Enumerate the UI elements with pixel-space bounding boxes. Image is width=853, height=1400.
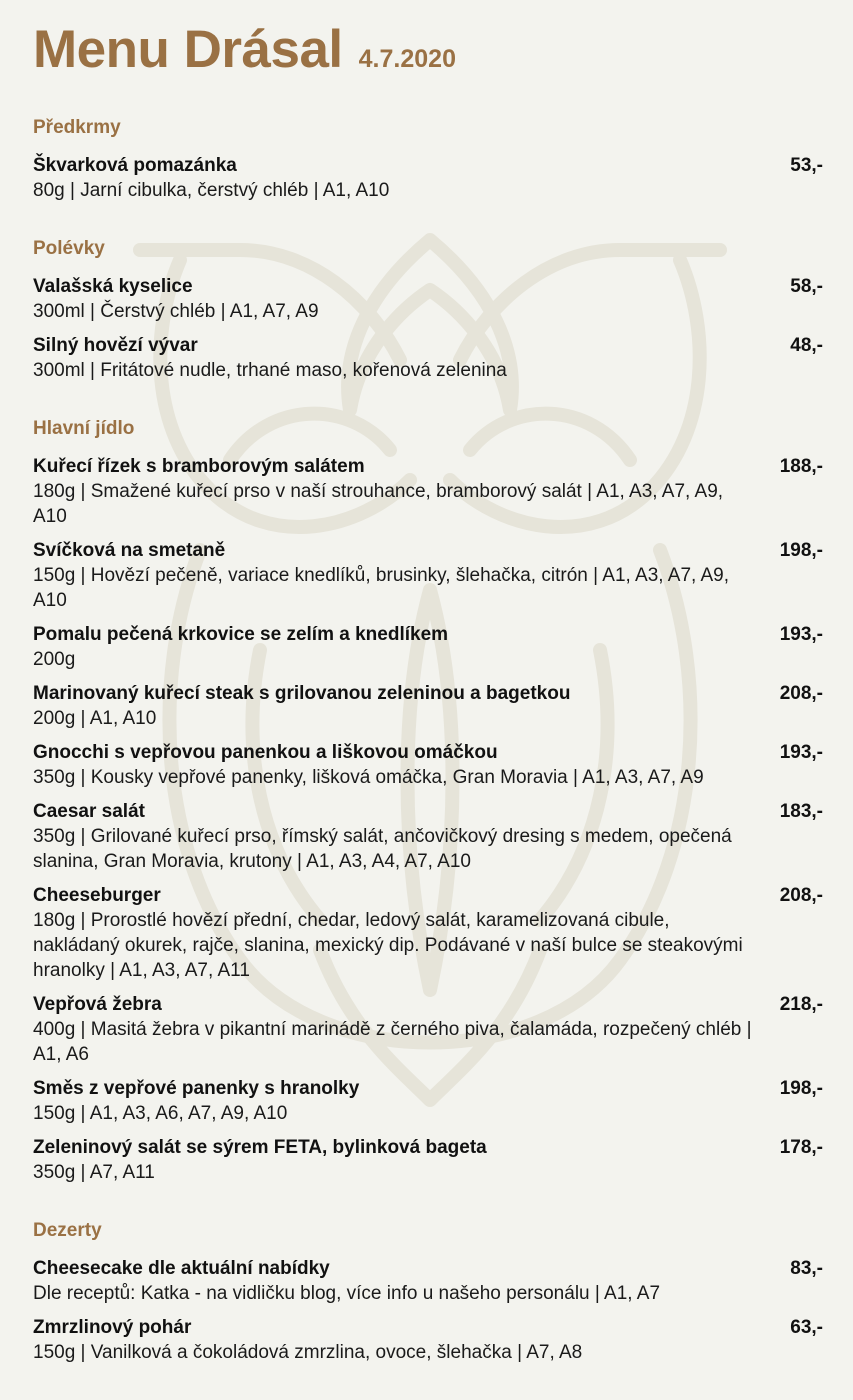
item-price: 198,- bbox=[779, 1078, 823, 1099]
item-description: 350g | A7, A11 bbox=[33, 1162, 155, 1183]
item-price: 188,- bbox=[779, 456, 823, 477]
item-price: 208,- bbox=[779, 683, 823, 704]
menu-item bbox=[33, 539, 823, 613]
item-price: 58,- bbox=[790, 276, 823, 297]
header bbox=[33, 18, 823, 84]
menu-item bbox=[33, 1257, 823, 1306]
item-price: 83,- bbox=[790, 1258, 823, 1279]
item-price: 193,- bbox=[779, 624, 823, 645]
menu-item bbox=[33, 275, 823, 324]
item-price: 218,- bbox=[779, 994, 823, 1015]
item-name: Zeleninový salát se sýrem FETA, bylinková bageta bbox=[33, 1137, 487, 1158]
item-description: Dle receptů: Katka - na vidličku blog, více info u našeho personálu | A1, A7 bbox=[33, 1283, 661, 1304]
menu-item bbox=[33, 1077, 823, 1126]
item-description: 350g | Grilované kuřecí prso, římský salát, ančovičkový dresing s medem, opečená slanina, Gran Moravia, krutony | A1, A3, A4, A7, A10 bbox=[33, 826, 732, 872]
menu-item bbox=[33, 334, 823, 383]
menu-date: 4.7.2020 bbox=[358, 45, 456, 73]
menu-item bbox=[33, 993, 823, 1067]
menu-item bbox=[33, 154, 823, 203]
item-name: Škvarková pomazánka bbox=[33, 155, 237, 176]
item-price: 48,- bbox=[790, 335, 823, 356]
item-description: 400g | Masitá žebra v pikantní marinádě z černého piva, čalamáda, rozpečený chléb | A1, A6 bbox=[33, 1019, 752, 1065]
item-name: Směs z vepřové panenky s hranolky bbox=[33, 1078, 360, 1099]
section-dezerty bbox=[33, 1219, 823, 1365]
item-price: 183,- bbox=[779, 801, 823, 822]
menu-item bbox=[33, 623, 823, 672]
item-name: Cheeseburger bbox=[33, 885, 161, 906]
item-description: 200g | A1, A10 bbox=[33, 708, 157, 729]
item-description: 150g | A1, A3, A6, A7, A9, A10 bbox=[33, 1103, 288, 1124]
item-description: 180g | Smažené kuřecí prso v naší strouhance, bramborový salát | A1, A3, A7, A9, A10 bbox=[33, 481, 724, 527]
item-name: Zmrzlinový pohár bbox=[33, 1317, 192, 1338]
item-name: Svíčková na smetaně bbox=[33, 540, 226, 561]
item-price: 198,- bbox=[779, 540, 823, 561]
menu-item bbox=[33, 1136, 823, 1185]
menu-item bbox=[33, 1316, 823, 1365]
item-name: Marinovaný kuřecí steak s grilovanou zeleninou a bagetkou bbox=[33, 683, 571, 704]
item-name: Valašská kyselice bbox=[33, 276, 193, 297]
item-price: 208,- bbox=[779, 885, 823, 906]
section-hlavni-jidlo bbox=[33, 417, 823, 1185]
item-name: Gnocchi s vepřovou panenkou a liškovou omáčkou bbox=[33, 742, 498, 763]
section-predkrmy bbox=[33, 116, 823, 203]
item-name: Pomalu pečená krkovice se zelím a knedlíkem bbox=[33, 624, 449, 645]
section-title: Dezerty bbox=[33, 1220, 102, 1241]
item-price: 178,- bbox=[779, 1137, 823, 1158]
item-name: Kuřecí řízek s bramborovým salátem bbox=[33, 456, 365, 477]
item-description: 300ml | Čerstvý chléb | A1, A7, A9 bbox=[33, 301, 319, 322]
menu-item bbox=[33, 800, 823, 874]
menu-item bbox=[33, 682, 823, 731]
item-description: 200g bbox=[33, 649, 76, 670]
item-price: 193,- bbox=[779, 742, 823, 763]
section-polevky bbox=[33, 237, 823, 383]
item-name: Cheesecake dle aktuální nabídky bbox=[33, 1258, 330, 1279]
item-description: 180g | Prorostlé hovězí přední, chedar, ledový salát, karamelizovaná cibule, nakládaný okurek, rajče, slanina, mexický dip. Podávané v naší bulce se steakovými hranolky | A1, A3, A7, A11 bbox=[33, 910, 743, 981]
page-title: Menu Drásal bbox=[33, 20, 343, 79]
item-description: 300ml | Fritátové nudle, trhané maso, kořenová zelenina bbox=[33, 360, 507, 381]
item-description: 350g | Kousky vepřové panenky, lišková omáčka, Gran Moravia | A1, A3, A7, A9 bbox=[33, 767, 704, 788]
menu-item bbox=[33, 741, 823, 790]
item-description: 150g | Hovězí pečeně, variace knedlíků, brusinky, šlehačka, citrón | A1, A3, A7, A9, A10 bbox=[33, 565, 730, 611]
item-price: 63,- bbox=[790, 1317, 823, 1338]
section-title: Hlavní jídlo bbox=[33, 418, 135, 439]
item-name: Silný hovězí vývar bbox=[33, 335, 198, 356]
item-name: Vepřová žebra bbox=[33, 994, 162, 1015]
item-description: 80g | Jarní cibulka, čerstvý chléb | A1, A10 bbox=[33, 180, 390, 201]
item-price: 53,- bbox=[790, 155, 823, 176]
menu-item bbox=[33, 884, 823, 983]
item-name: Caesar salát bbox=[33, 801, 145, 822]
item-description: 150g | Vanilková a čokoládová zmrzlina, ovoce, šlehačka | A7, A8 bbox=[33, 1342, 583, 1363]
section-title: Předkrmy bbox=[33, 117, 121, 138]
section-title: Polévky bbox=[33, 238, 105, 259]
menu-item bbox=[33, 455, 823, 529]
